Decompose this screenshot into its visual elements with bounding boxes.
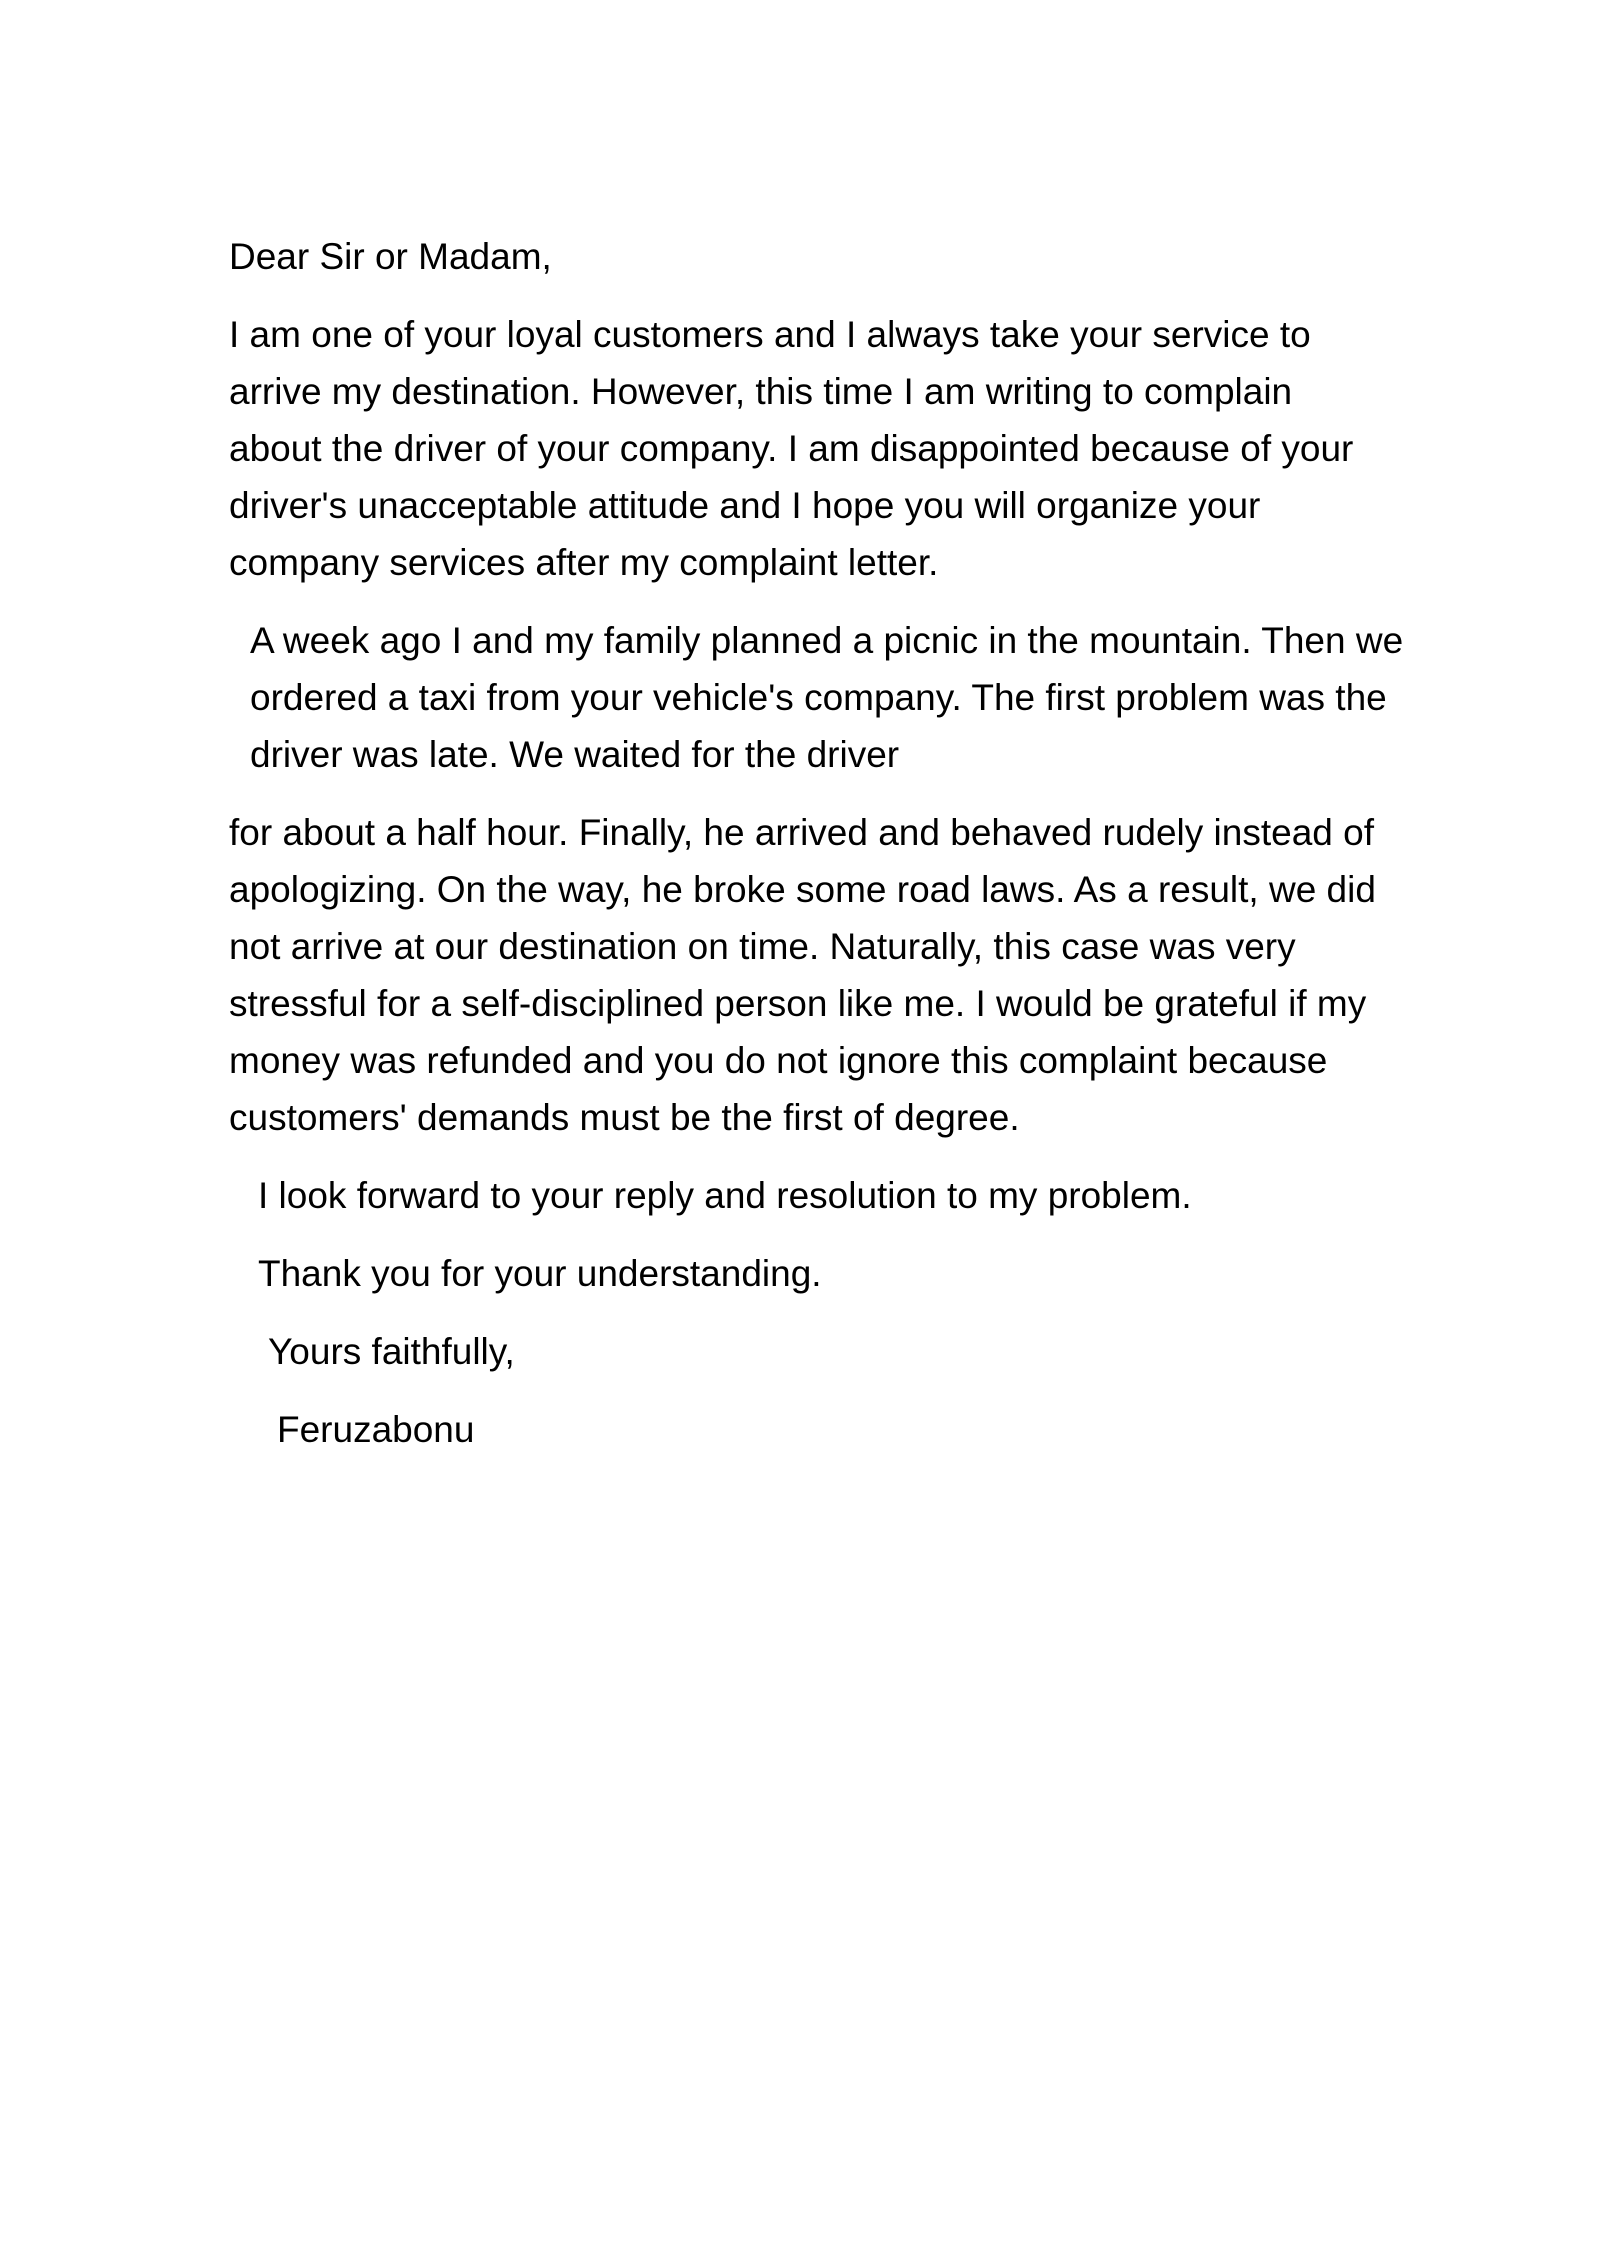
paragraph-details: for about a half hour. Finally, he arrived and behaved rudely instead of apologizing. On the way, he broke some road laws. As a result, we did not arrive at our destination on time. Naturally, this case was very stressful for a self-disciplined person like me. I would be grateful if my money was refunded and you do not ignore this complaint because customers' demands must be the first of degree. <box>229 812 1376 1138</box>
paragraph-intro: I am one of your loyal customers and I always take your service to arrive my destination. However, this time I am writing to complain about the driver of your company. I am disappointed because of your driver's unacceptable attitude and I hope you will organize your company services after my complaint letter. <box>229 314 1354 583</box>
letter-body <box>229 228 1519 1479</box>
paragraph-incident: A week ago I and my family planned a picnic in the mountain. Then we ordered a taxi from your vehicle's company. The first problem was the driver was late. We waited for the driver <box>250 620 1404 775</box>
signature: Feruzabonu <box>277 1409 475 1450</box>
sign-off: Yours faithfully, <box>268 1331 515 1372</box>
closing-thanks: Thank you for your understanding. <box>258 1253 822 1294</box>
closing-reply: I look forward to your reply and resolution to my problem. <box>258 1175 1192 1216</box>
salutation: Dear Sir or Madam, <box>229 236 552 277</box>
